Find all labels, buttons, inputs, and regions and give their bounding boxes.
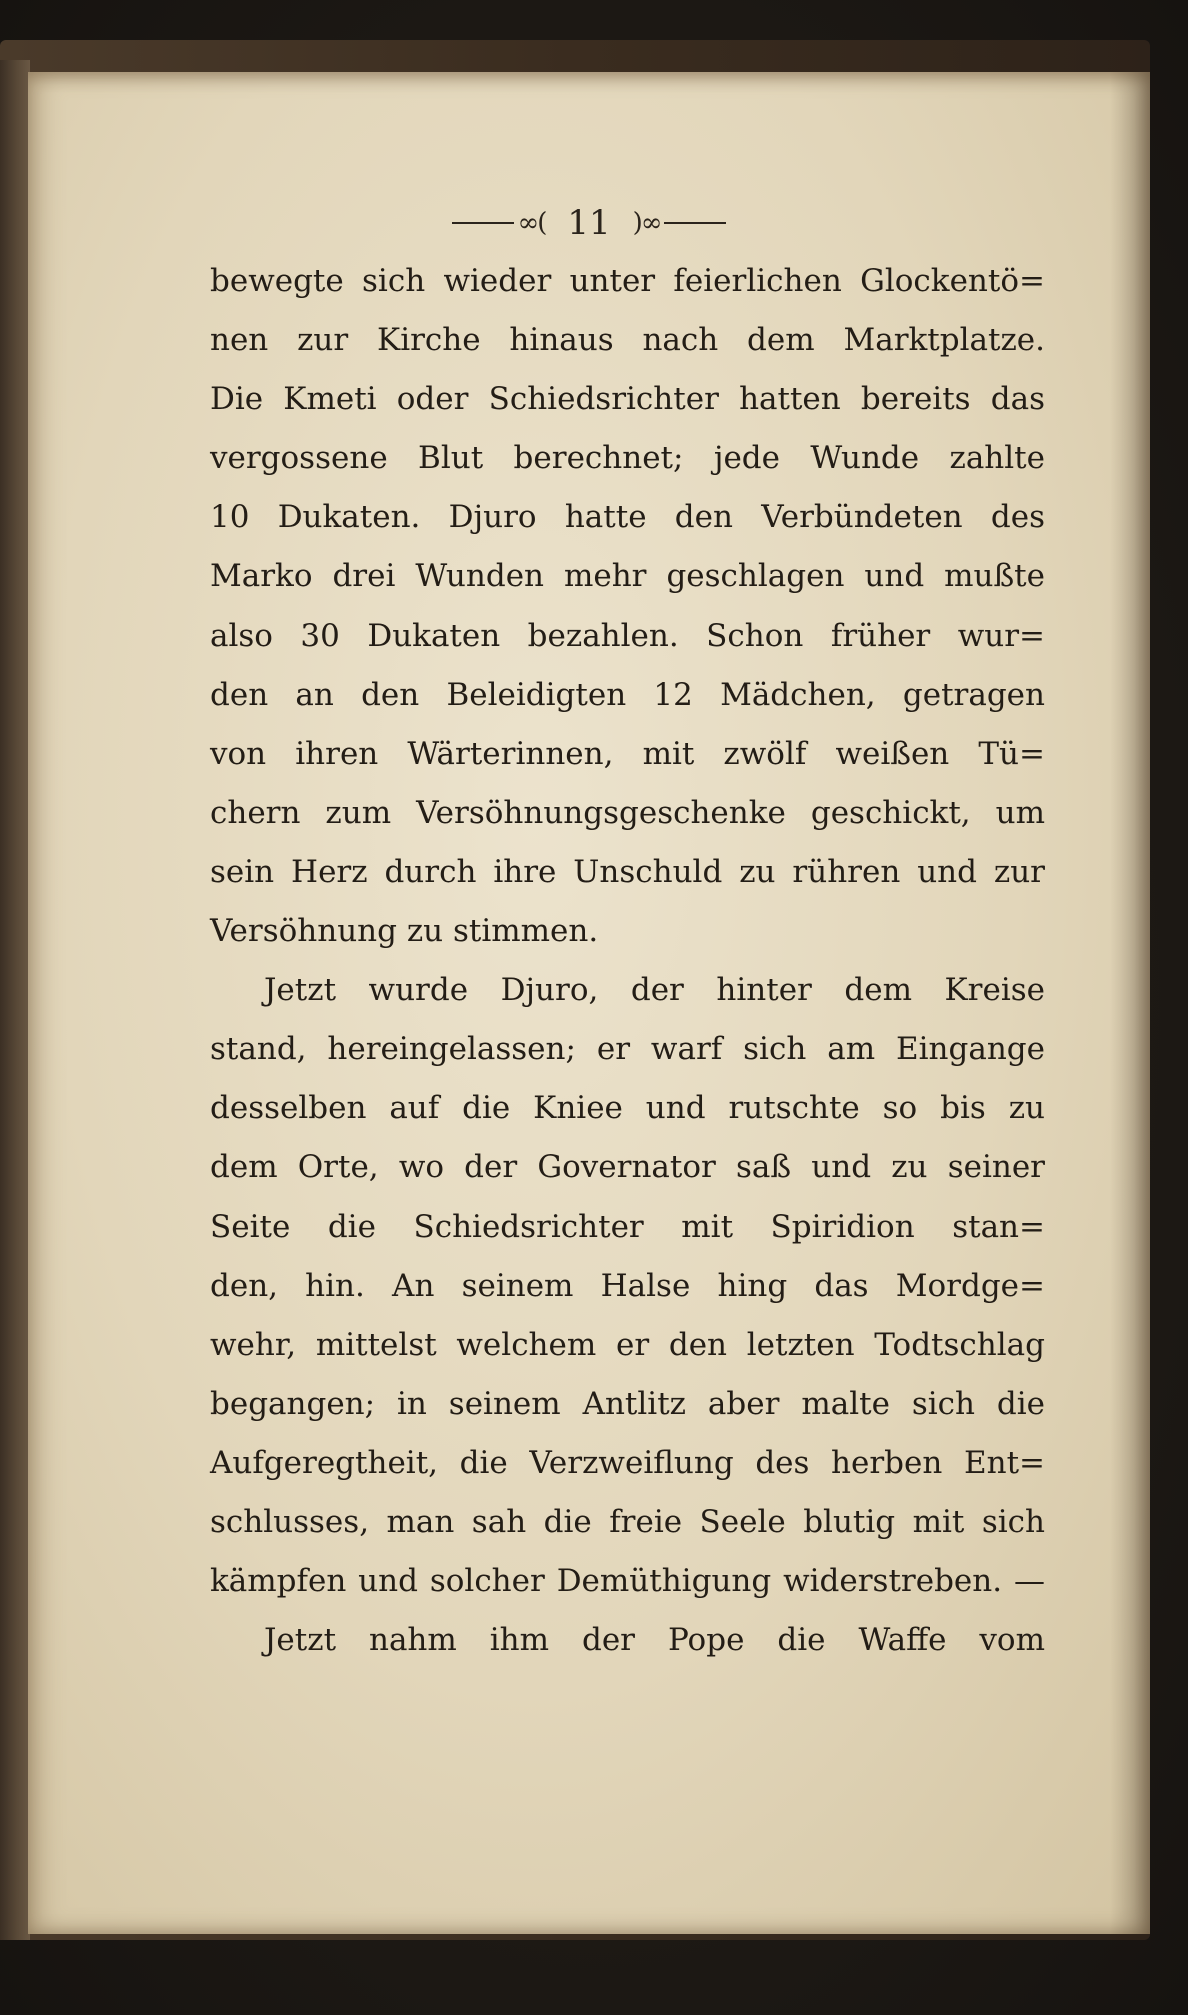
text-line: Jetzt nahm ihm der Pope die Waffe vom [264,1622,1045,1659]
text-line: von ihren Wärterinnen, mit zwölf weißen Tü= [210,735,1045,772]
text-line: stand, hereingelassen; er warf sich am Eingange [210,1031,1045,1068]
text-line: desselben auf die Kniee und rutschte so bis zu [210,1090,1045,1127]
text-line: vergossene Blut berechnet; jede Wunde zahlte [210,440,1045,477]
text-line: wehr, mittelst welchem er den letzten Todtschlag [210,1326,1045,1363]
text-line: Aufgeregtheit, die Verzweiflung des herben Ent= [210,1444,1045,1481]
text-line: bewegte sich wieder unter feierlichen Glockentö= [210,263,1045,299]
header-rule-right [664,222,726,224]
text-line: begangen; in seinem Antlitz aber malte sich die [210,1385,1045,1422]
page-number: 11 [567,203,611,243]
text-line: Marko drei Wunden mehr geschlagen und mußte [210,558,1045,595]
text-line: schlusses, man sah die freie Seele blutig mit sich [210,1503,1045,1540]
text-line: chern zum Versöhnungsgeschenke geschickt, um [210,794,1045,831]
text-line: Seite die Schiedsrichter mit Spiridion stan= [210,1208,1045,1245]
book-page [28,72,1150,1934]
text-line: den an den Beleidigten 12 Mädchen, getragen [210,676,1045,713]
header-ornament-right: )∞ [632,208,661,238]
left-page-edge [0,60,30,1940]
text-line: Versöhnung zu stimmen. [210,913,599,950]
text-line: sein Herz durch ihre Unschuld zu rühren und zur [210,853,1045,890]
header-rule-left [452,222,514,224]
text-line: also 30 Dukaten bezahlen. Schon früher wur= [210,617,1045,654]
header-ornament-left: ∞( [517,208,546,238]
page-header [28,198,1150,248]
text-line: dem Orte, wo der Governator saß und zu seiner [210,1149,1045,1186]
text-line: den, hin. An seinem Halse hing das Mordge= [210,1267,1045,1304]
text-line: nen zur Kirche hinaus nach dem Marktplatze. [210,322,1045,359]
text-line: Jetzt wurde Djuro, der hinter dem Kreise [264,972,1045,1009]
text-line: 10 Dukaten. Djuro hatte den Verbündeten des [210,499,1045,536]
body-text [210,252,1045,1670]
text-line: Die Kmeti oder Schiedsrichter hatten bereits das [210,381,1045,418]
text-line: kämpfen und solcher Demüthigung widerstreben. — [210,1563,1045,1600]
